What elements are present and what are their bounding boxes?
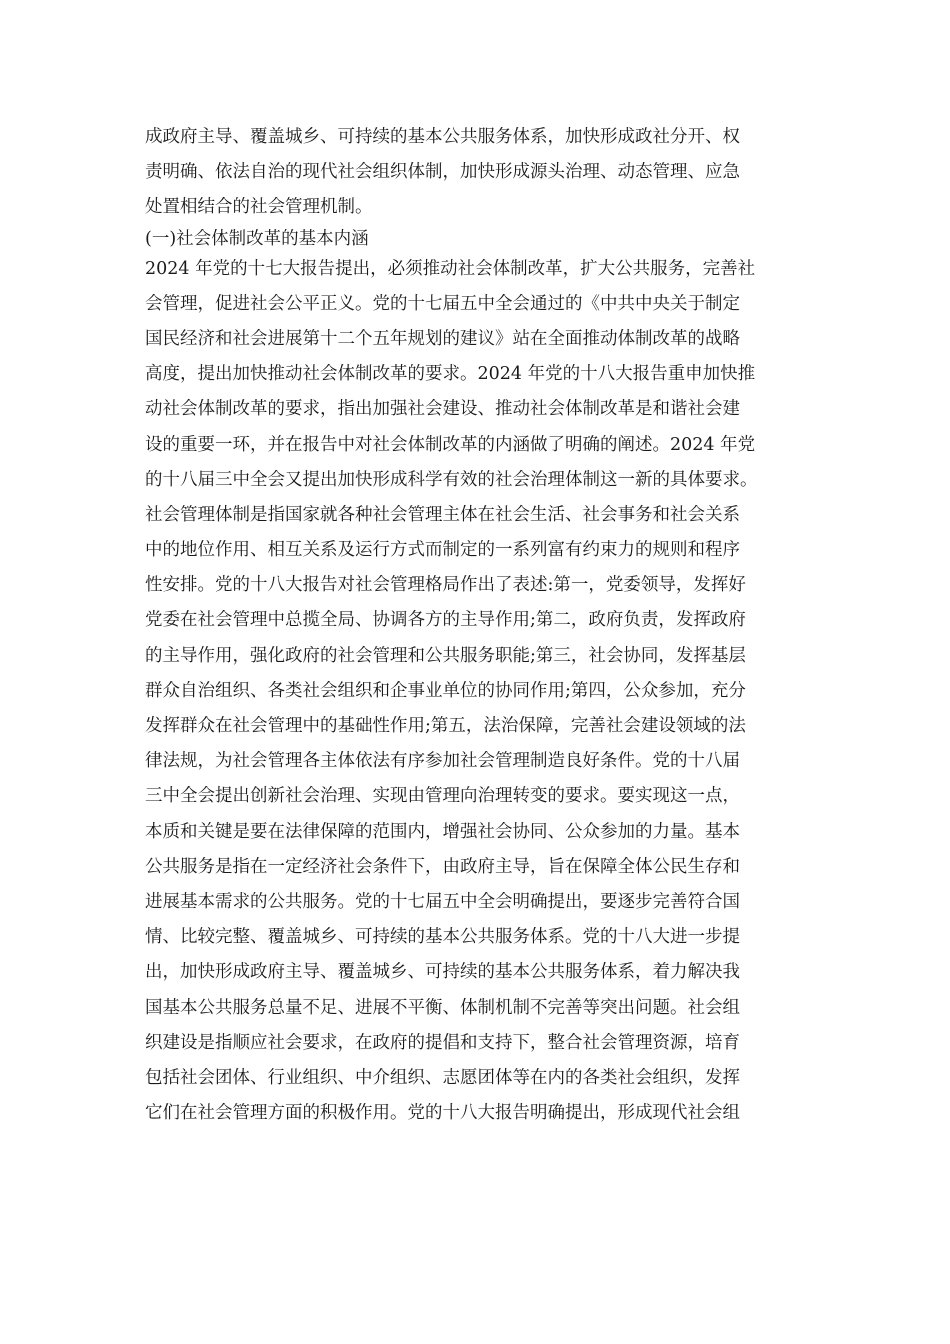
section-heading: (一)社会体制改革的基本内涵 <box>145 228 369 249</box>
text-line: 中的地位作用、相互关系及运行方式而制定的一系列富有约束力的规则和程序 <box>145 540 740 561</box>
text-line: 包括社会团体、行业组织、中介组织、志愿团体等在内的各类社会组织，发挥 <box>145 1067 740 1088</box>
text-line: 本质和关键是要在法律保障的范围内，增强社会协同、公众参加的力量。基本 <box>145 821 740 842</box>
text-line: 的主导作用，强化政府的社会管理和公共服务职能;第三，社会协同，发挥基层 <box>145 645 746 666</box>
text-line: 成政府主导、覆盖城乡、可持续的基本公共服务体系，加快形成政社分开、权 <box>145 127 740 147</box>
text-line: 高度，提出加快推动社会体制改革的要求。2024 年党的十八大报告重申加快推 <box>145 364 756 385</box>
text-line: 它们在社会管理方面的积极作用。党的十八大报告明确提出，形成现代社会组 <box>145 1103 740 1124</box>
text-line: 党委在社会管理中总揽全局、协调各方的主导作用;第二，政府负责，发挥政府 <box>145 610 746 631</box>
text-line: 织建设是指顺应社会要求，在政府的提倡和支持下，整合社会管理资源，培育 <box>145 1032 740 1053</box>
text-line: 国基本公共服务总量不足、进展不平衡、体制机制不完善等突出问题。社会组 <box>145 997 740 1018</box>
text-line: 设的重要一环，并在报告中对社会体制改革的内涵做了明确的阐述。2024 年党 <box>145 434 756 455</box>
text-line: 处置相结合的社会管理机制。 <box>145 197 373 218</box>
text-line: 律法规，为社会管理各主体依法有序参加社会管理制造良好条件。党的十八届 <box>145 751 740 772</box>
text-line: 出，加快形成政府主导、覆盖城乡、可持续的基本公共服务体系，着力解决我 <box>145 962 740 983</box>
text-line: 会管理，促进社会公平正义。党的十七届五中全会通过的《中共中央关于制定 <box>145 293 740 314</box>
text-line: 动社会体制改革的要求，指出加强社会建设、推动社会体制改革是和谐社会建 <box>145 399 740 420</box>
text-line: 公共服务是指在一定经济社会条件下，由政府主导，旨在保障全体公民生存和 <box>145 856 740 877</box>
text-line: 社会管理体制是指国家就各种社会管理主体在社会生活、社会事务和社会关系 <box>145 504 740 525</box>
text-line: 进展基本需求的公共服务。党的十七届五中全会明确提出，要逐步完善符合国 <box>145 891 740 912</box>
text-line: 国民经济和社会进展第十二个五年规划的建议》站在全面推动体制改革的战略 <box>145 328 740 349</box>
text-line: 群众自治组织、各类社会组织和企事业单位的协同作用;第四，公众参加，充分 <box>145 680 746 701</box>
text-line: 责明确、依法自治的现代社会组织体制，加快形成源头治理、动态管理、应急 <box>145 162 740 183</box>
text-line: 发挥群众在社会管理中的基础性作用;第五，法治保障，完善社会建设领域的法 <box>145 716 746 736</box>
text-line: 性安排。党的十八大报告对社会管理格局作出了表述:第一，党委领导，发挥好 <box>145 575 746 596</box>
text-line: 情、比较完整、覆盖城乡、可持续的基本公共服务体系。党的十八大进一步提 <box>145 927 740 948</box>
text-line: 的十八届三中全会又提出加快形成科学有效的社会治理体制这一新的具体要求。 <box>145 469 758 490</box>
text-line: 三中全会提出创新社会治理、实现由管理向治理转变的要求。要实现这一点， <box>145 786 740 807</box>
document-body <box>145 120 815 1131</box>
text-line: 2024 年党的十七大报告提出，必须推动社会体制改革，扩大公共服务，完善社 <box>145 258 756 279</box>
